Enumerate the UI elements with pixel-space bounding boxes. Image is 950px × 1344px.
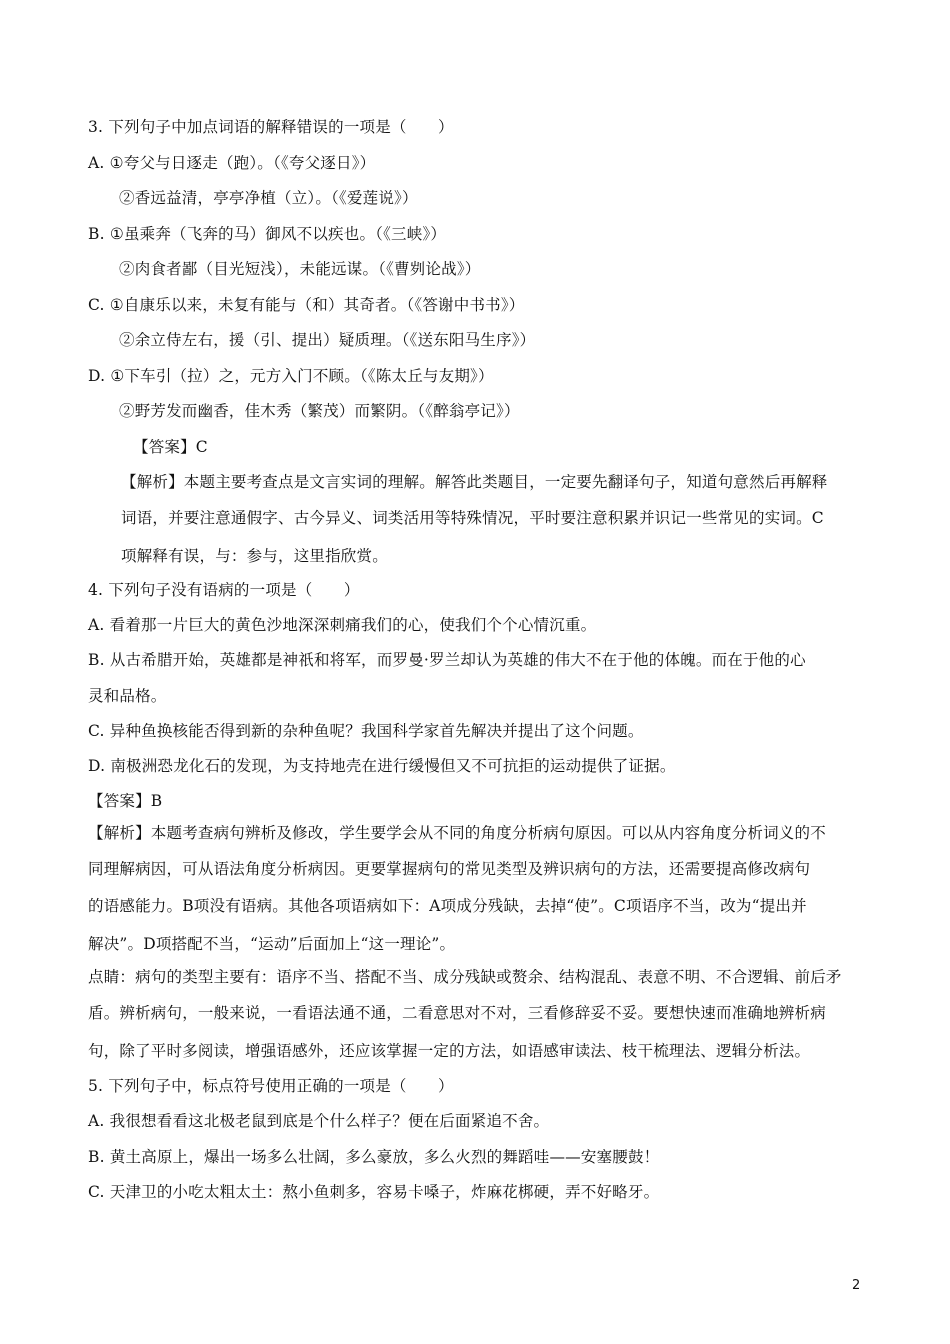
q4-stem: 4. 下列句子没有语病的一项是（ ） — [88, 581, 360, 599]
q4-option-b1: B. 从古希腊开始，英雄都是神祇和将军，而罗曼·罗兰却认为英雄的伟大不在于他的体魄。而在于他的心 — [88, 651, 806, 669]
q3-option-b1: B. ①虽乘奔（飞奔的马）御风不以疾也。（《三峡》） — [88, 225, 447, 243]
q3-option-a2: ②香远益清，亭亭净植（立）。（《爱莲说》） — [119, 189, 418, 207]
q4-tips-line: 点睛：病句的类型主要有：语序不当、搭配不当、成分残缺或赘余、结构混乱、表意不明、不合逻辑、前后矛 — [88, 968, 842, 986]
q3-option-b2: ②肉食者鄙（目光短浅），未能远谋。（《曹刿论战》） — [119, 260, 481, 278]
q4-option-b2: 灵和品格。 — [88, 687, 167, 705]
page-number: 2 — [852, 1278, 861, 1293]
q5-stem: 5. 下列句子中，标点符号使用正确的一项是（ ） — [88, 1077, 454, 1095]
q4-option-a: A. 看着那一片巨大的黄色沙地深深刺痛我们的心，使我们个个心情沉重。 — [88, 616, 597, 634]
q4-tips-line: 句，除了平时多阅读，增强语感外，还应该掌握一定的方法，如语感审读法、枝干梳理法、逻辑分析法。 — [88, 1042, 811, 1060]
q3-option-d2: ②野芳发而幽香，佳木秀（繁茂）而繁阴。（《醉翁亭记》） — [119, 402, 520, 420]
q4-option-c: C. 异种鱼换核能否得到新的杂种鱼呢？我国科学家首先解决并提出了这个问题。 — [88, 722, 644, 740]
q3-option-c2: ②余立侍左右，援（引、提出）疑质理。（《送东阳马生序》） — [119, 331, 536, 349]
q3-analysis-line: 【解析】本题主要考查点是文言实词的理解。解答此类题目，一定要先翻译句子，知道句意然后再解释 — [121, 473, 828, 491]
q3-analysis-line: 词语，并要注意通假字、古今异义、词类活用等特殊情况，平时要注意积累并识记一些常见的实词。C — [121, 509, 824, 527]
q4-analysis-line: 【解析】本题考查病句辨析及修改，学生要学会从不同的角度分析病句原因。可以从内容角度分析词义的不 — [88, 824, 826, 842]
q4-option-d: D. 南极洲恐龙化石的发现，为支持地壳在进行缓慢但又不可抗拒的运动提供了证据。 — [88, 757, 676, 775]
q4-tips-line: 盾。辨析病句，一般来说，一看语法通不通，二看意思对不对，三看修辞妥不妥。要想快速而准确地辨析病 — [88, 1004, 826, 1022]
q4-answer: 【答案】B — [88, 792, 163, 810]
q5-option-c: C. 天津卫的小吃太粗太土：熬小鱼刺多，容易卡嗓子，炸麻花梆硬，弄不好略牙。 — [88, 1183, 660, 1201]
q4-analysis-line: 的语感能力。B项没有语病。其他各项语病如下：A项成分残缺，去掉“使”。C项语序不当，改为“提出并 — [88, 897, 807, 915]
q4-analysis-line: 解决”。D项搭配不当，“运动”后面加上“这一理论”。 — [88, 935, 456, 953]
q3-option-c1: C. ①自康乐以来，未复有能与（和）其奇者。（《答谢中书书》） — [88, 296, 525, 314]
q3-option-a1: A. ①夸父与日逐走（跑）。（《夸父逐日》） — [88, 154, 376, 172]
q5-option-b: B. 黄土高原上，爆出一场多么壮阔，多么豪放，多么火烈的舞蹈哇——安塞腰鼓！ — [88, 1148, 660, 1166]
q3-analysis-line: 项解释有误，与：参与，这里指欣赏。 — [121, 547, 388, 565]
q4-analysis-line: 同理解病因，可从语法角度分析病因。更要掌握病句的常见类型及辨识病句的方法，还需要提高修改病句 — [88, 860, 811, 878]
q5-option-a: A. 我很想看看这北极老鼠到底是个什么样子？便在后面紧追不舍。 — [88, 1112, 550, 1130]
q3-answer: 【答案】C — [133, 438, 208, 456]
q3-option-d1: D. ①下车引（拉）之，元方入门不顾。（《陈太丘与友期》） — [88, 367, 494, 385]
q3-stem: 3. 下列句子中加点词语的解释错误的一项是（ ） — [88, 118, 454, 136]
